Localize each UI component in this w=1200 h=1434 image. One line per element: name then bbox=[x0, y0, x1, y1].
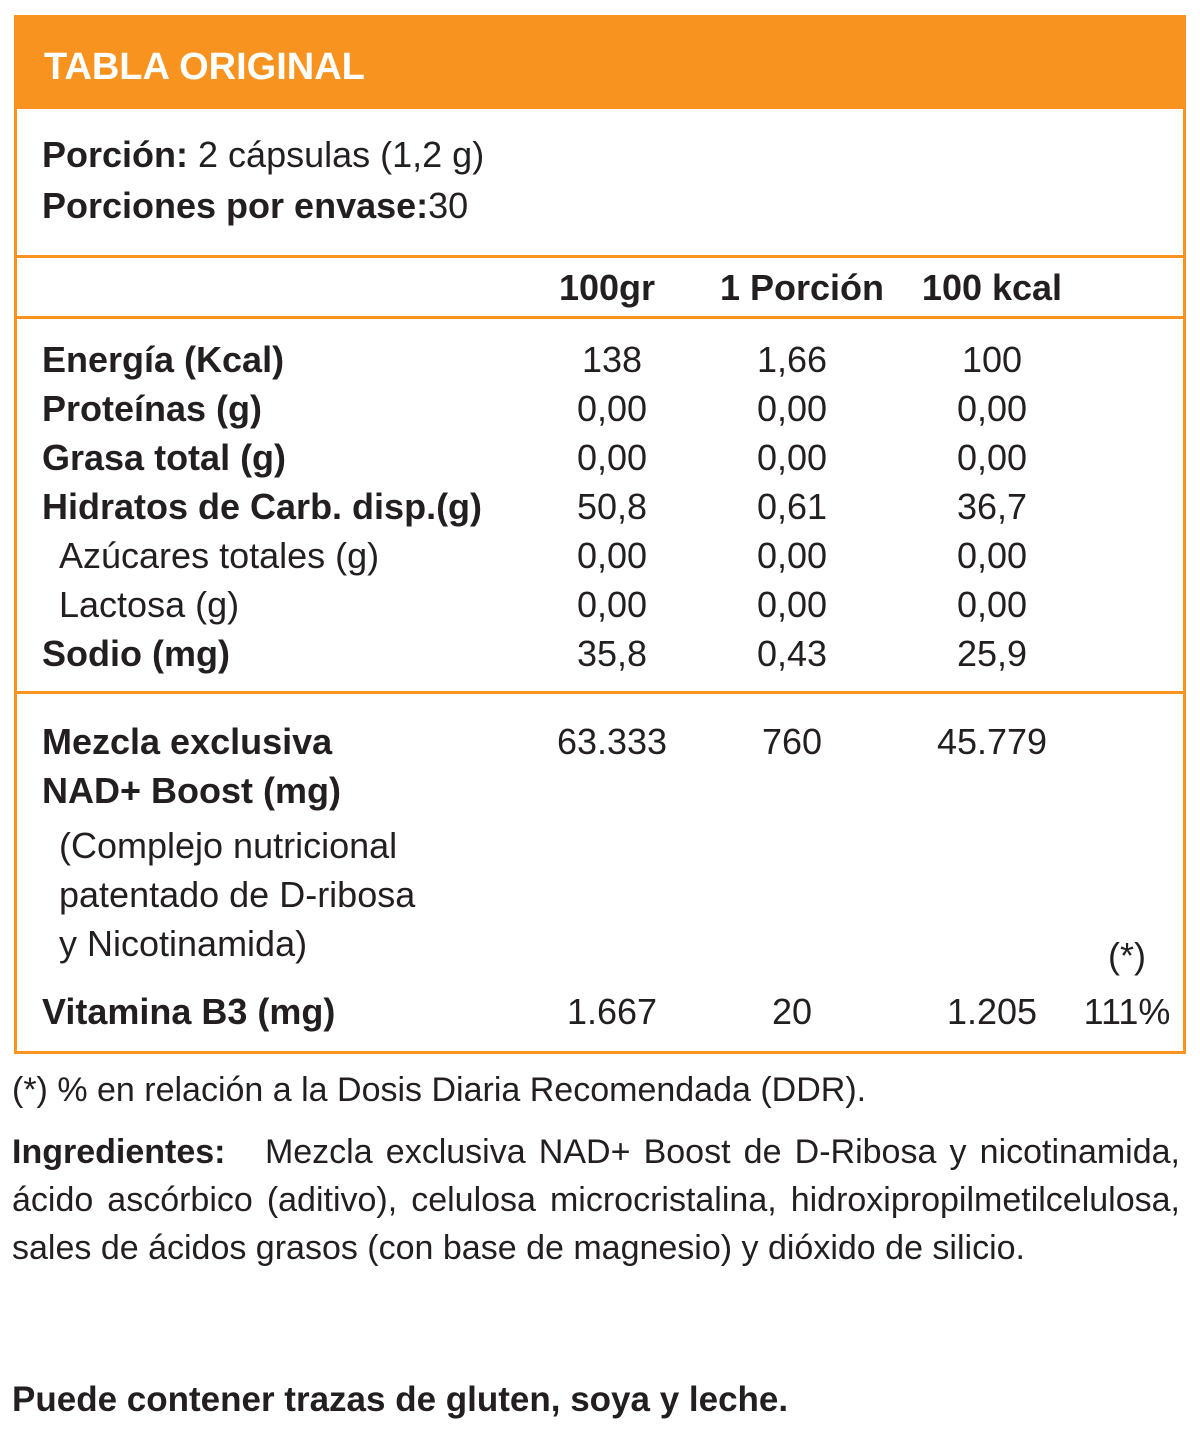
nutrient-value-portion: 0,00 bbox=[756, 584, 828, 625]
vitamin-value-100g: 1.667 bbox=[566, 991, 658, 1032]
vitamin-value-100kcal: 1.205 bbox=[946, 991, 1038, 1032]
nutrient-value-100kcal: 0,00 bbox=[956, 388, 1028, 429]
nutrient-value-100kcal: 0,00 bbox=[956, 584, 1028, 625]
nutrient-name: Proteínas (g) bbox=[42, 388, 263, 429]
nutrient-value-100kcal: 36,7 bbox=[956, 486, 1028, 527]
nutrient-value-100kcal: 0,00 bbox=[956, 535, 1028, 576]
footnote: (*) % en relación a la Dosis Diaria Recomendada (DDR). bbox=[12, 1071, 867, 1109]
vitamin-name: Vitamina B3 (mg) bbox=[42, 991, 336, 1032]
servings-per-container-label: Porciones por envase: bbox=[42, 185, 429, 226]
divider bbox=[17, 316, 1183, 319]
nutrient-value-100kcal: 100 bbox=[961, 339, 1023, 380]
nutrient-value-100kcal: 0,00 bbox=[956, 437, 1028, 478]
nutrient-value-100g: 0,00 bbox=[576, 437, 648, 478]
nutrient-value-portion: 0,43 bbox=[756, 633, 828, 674]
nutrient-value-100g: 138 bbox=[581, 339, 643, 380]
nutrient-value-portion: 0,00 bbox=[756, 388, 828, 429]
ingredients-label: Ingredientes: bbox=[12, 1133, 226, 1171]
ingredients bbox=[12, 1128, 1180, 1272]
divider bbox=[17, 691, 1183, 694]
column-header-100kcal: 100 kcal bbox=[921, 267, 1063, 308]
servings-per-container-value: 30 bbox=[428, 185, 469, 226]
nutrient-value-100g: 0,00 bbox=[576, 388, 648, 429]
column-header-100g: 100gr bbox=[558, 267, 656, 308]
vitamin-ddr-percent: 111% bbox=[1083, 991, 1171, 1032]
table-title: TABLA ORIGINAL bbox=[44, 46, 365, 88]
portion-value: 2 cápsulas (1,2 g) bbox=[198, 134, 485, 175]
blend-name-line2: NAD+ Boost (mg) bbox=[42, 770, 341, 811]
blend-desc-line2: patentado de D-ribosa bbox=[59, 874, 416, 915]
blend-desc-line3: y Nicotinamida) bbox=[59, 923, 308, 964]
portion-label: Porción: bbox=[42, 134, 189, 175]
nutrient-value-100g: 50,8 bbox=[576, 486, 648, 527]
table-header bbox=[17, 18, 1183, 109]
divider bbox=[17, 255, 1183, 258]
nutrient-value-portion: 0,00 bbox=[756, 437, 828, 478]
blend-name-line1: Mezcla exclusiva bbox=[42, 721, 333, 762]
nutrient-name: Hidratos de Carb. disp.(g) bbox=[42, 486, 483, 527]
nutrient-value-portion: 0,61 bbox=[756, 486, 828, 527]
nutrient-value-100kcal: 25,9 bbox=[956, 633, 1028, 674]
ddr-marker: (*) bbox=[1108, 935, 1146, 976]
servings-per-container-row bbox=[42, 184, 468, 228]
nutrient-name: Lactosa (g) bbox=[59, 584, 240, 625]
vitamin-value-portion: 20 bbox=[771, 991, 813, 1032]
column-header-portion: 1 Porción bbox=[719, 267, 885, 308]
nutrient-value-100g: 0,00 bbox=[576, 584, 648, 625]
blend-value-100kcal: 45.779 bbox=[936, 721, 1048, 762]
nutrient-name: Azúcares totales (g) bbox=[59, 535, 380, 576]
blend-value-portion: 760 bbox=[761, 721, 823, 762]
nutrient-value-portion: 0,00 bbox=[756, 535, 828, 576]
nutrition-table bbox=[14, 15, 1186, 1054]
blend-value-100g: 63.333 bbox=[556, 721, 668, 762]
nutrient-name: Grasa total (g) bbox=[42, 437, 287, 478]
nutrient-name: Sodio (mg) bbox=[42, 633, 230, 674]
allergen-warning: Puede contener trazas de gluten, soya y leche. bbox=[12, 1380, 789, 1419]
nutrient-value-100g: 0,00 bbox=[576, 535, 648, 576]
nutrient-name: Energía (Kcal) bbox=[42, 339, 285, 380]
blend-desc-line1: (Complejo nutricional bbox=[59, 825, 398, 866]
portion-row bbox=[42, 133, 484, 177]
ingredients-text: Mezcla exclusiva NAD+ Boost de D-Ribosa y nicotinamida, ácido ascórbico (aditivo), celulosa microcristalina, hidroxipropilmetilcelulosa, sales de ácidos grasos (con base de magnesio) y dióxido de silicio. bbox=[12, 1133, 1180, 1267]
nutrient-value-portion: 1,66 bbox=[756, 339, 828, 380]
nutrient-value-100g: 35,8 bbox=[576, 633, 648, 674]
